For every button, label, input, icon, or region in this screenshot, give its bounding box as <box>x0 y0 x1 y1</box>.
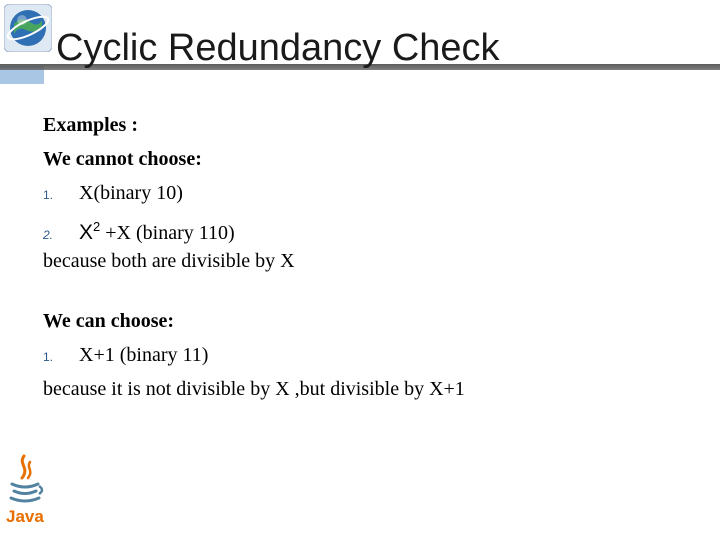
list-number: 1. <box>43 188 54 202</box>
cannot-reason: because both are divisible by X <box>43 250 295 272</box>
poly-rest: +X <box>100 222 131 244</box>
list-item-text: X+1 (binary 11) <box>79 344 209 366</box>
examples-label: Examples : <box>43 114 138 136</box>
list-item <box>43 210 693 244</box>
java-logo-icon <box>4 452 46 528</box>
globe-logo-icon <box>4 4 52 52</box>
list-item-text: (binary 110) <box>130 222 235 244</box>
poly-x: X <box>79 221 94 244</box>
can-reason: because it is not divisible by X ,but divisible by X+1 <box>43 378 465 400</box>
list-item-text: X(binary 10) <box>79 182 183 204</box>
list-number: 1. <box>43 350 54 364</box>
slide-title: Cyclic Redundancy Check <box>56 27 500 69</box>
cannot-heading: We cannot choose: <box>43 148 202 170</box>
list-number: 2. <box>43 228 54 242</box>
slide-body <box>43 108 693 406</box>
can-heading: We can choose: <box>43 310 175 332</box>
poly-exponent: 2 <box>93 219 101 234</box>
svg-text:Java: Java <box>6 507 44 526</box>
list-item <box>43 338 693 372</box>
list-item <box>43 176 693 210</box>
